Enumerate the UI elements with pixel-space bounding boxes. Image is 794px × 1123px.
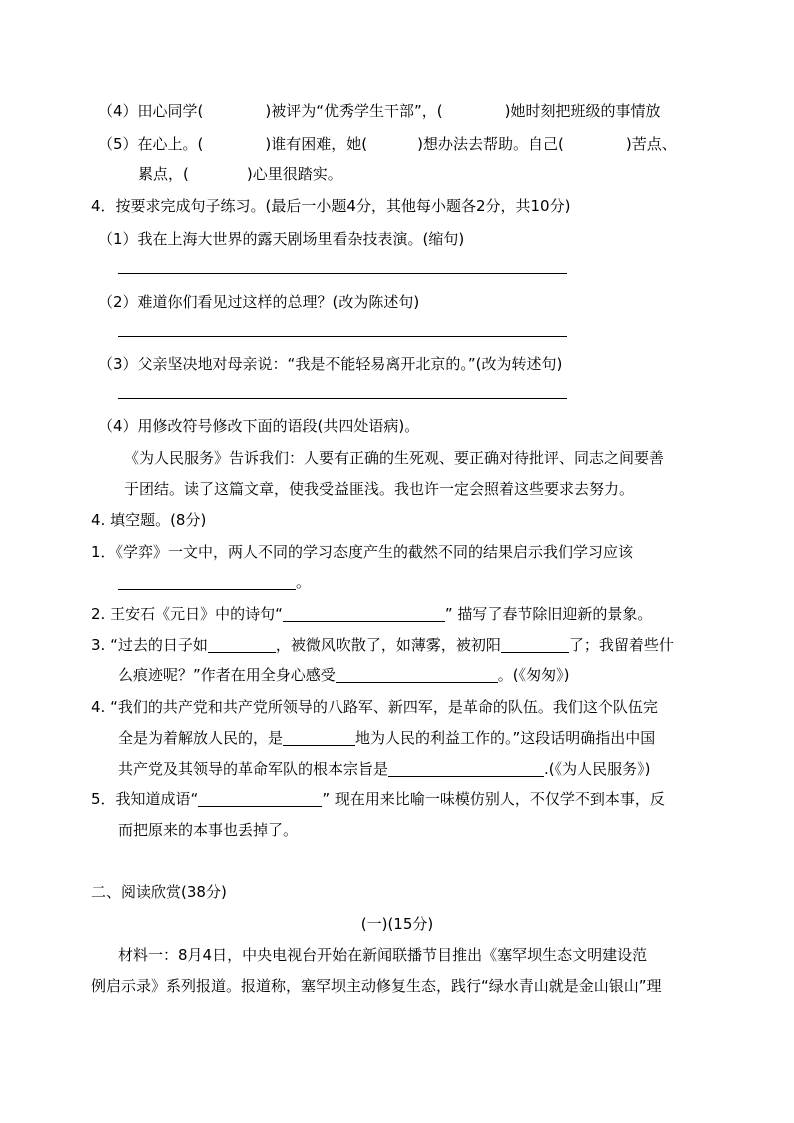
q3-line-4: （4）田心同学( )被评为“优秀学生干部”，( )她时刻把班级的事情放: [98, 102, 661, 120]
fill-item-3a: 3. “过去的日子如 ，被微风吹散了，如薄雾，被初阳 了；我留着些什: [91, 636, 674, 654]
q4-sentence-4: （4）用修改符号修改下面的语段(共四处语病)。: [98, 417, 420, 435]
q5-title: 4. 填空题。(8分): [91, 511, 207, 529]
fill-item-1-blank-line: 。: [118, 572, 311, 592]
reading-part-title: (一)(15分): [360, 915, 434, 933]
fill-item-4b: 全是为着解放人民的，是 地为人民的利益工作的。”这段话明确指出中国: [118, 729, 656, 747]
fill-blank[interactable]: [208, 636, 276, 653]
q4-sentence-3: （3）父亲坚决地对母亲说：“我是不能轻易离开北京的。”(改为转述句): [98, 355, 563, 373]
reading-section-title: 二、阅读欣赏(38分): [91, 883, 227, 901]
q3-line-5: （5）在心上。( )谁有困难，她( )想办法去帮助。自己( )苦点、: [98, 135, 677, 153]
q4-sentence-2: （2）难道你们看见过这样的总理？(改为陈述句): [98, 293, 420, 311]
material-1-line-2: 例启示录》系列报道。报道称，塞罕坝主动修复生态，践行“绿水青山就是金山银山”理: [91, 977, 662, 995]
fill-blank[interactable]: [336, 666, 498, 683]
fill-blank[interactable]: [283, 729, 355, 746]
fill-item-4c: 共产党及其领导的革命军队的根本宗旨是 .(《为人民服务》): [118, 760, 651, 778]
q4-title: 4．按要求完成句子练习。(最后一小题4分，其他每小题各2分，共10分): [91, 197, 571, 215]
fill-item-5a: 5．我知道成语“ ” 现在用来比喻一味模仿别人，不仅学不到本事，反: [91, 790, 665, 808]
fill-blank[interactable]: [198, 790, 322, 807]
fill-blank[interactable]: [118, 573, 296, 590]
fill-item-3b: 么痕迹呢？”作者在用全身心感受 。(《匆匆》): [118, 666, 570, 684]
q3-line-6: 累点，( )心里很踏实。: [138, 165, 343, 183]
q4-answer-line-1[interactable]: [118, 273, 567, 274]
q4-sentence-1: （1）我在上海大世界的露天剧场里看杂技表演。(缩句): [98, 230, 465, 248]
fill-item-1: 1．《学弈》一文中，两人不同的学习态度产生的截然不同的结果启示我们学习应该: [91, 543, 634, 561]
fill-blank[interactable]: [388, 760, 544, 777]
q4-answer-line-2[interactable]: [118, 336, 567, 337]
q4-answer-line-3[interactable]: [118, 398, 567, 399]
fill-item-4a: 4. “我们的共产党和共产党所领导的八路军、新四军，是革命的队伍。我们这个队伍完: [91, 698, 658, 716]
fill-item-5b: 而把原来的本事也丢掉了。: [118, 821, 299, 839]
fill-blank[interactable]: [501, 636, 569, 653]
q4-paragraph-line-2: 于团结。读了这篇文章，使我受益匪浅。我也许一定会照着这些要求去努力。: [124, 480, 635, 498]
fill-blank[interactable]: [283, 605, 445, 622]
material-1-line-1: 材料一：8月4日，中央电视台开始在新闻联播节目推出《塞罕坝生态文明建设范: [118, 946, 648, 964]
q4-paragraph-line-1: 《为人民服务》告诉我们：人要有正确的生死观、要正确对待批评、同志之间要善: [124, 449, 665, 467]
fill-item-2: 2. 王安石《元日》中的诗句“ ” 描写了春节除旧迎新的景象。: [91, 605, 653, 623]
